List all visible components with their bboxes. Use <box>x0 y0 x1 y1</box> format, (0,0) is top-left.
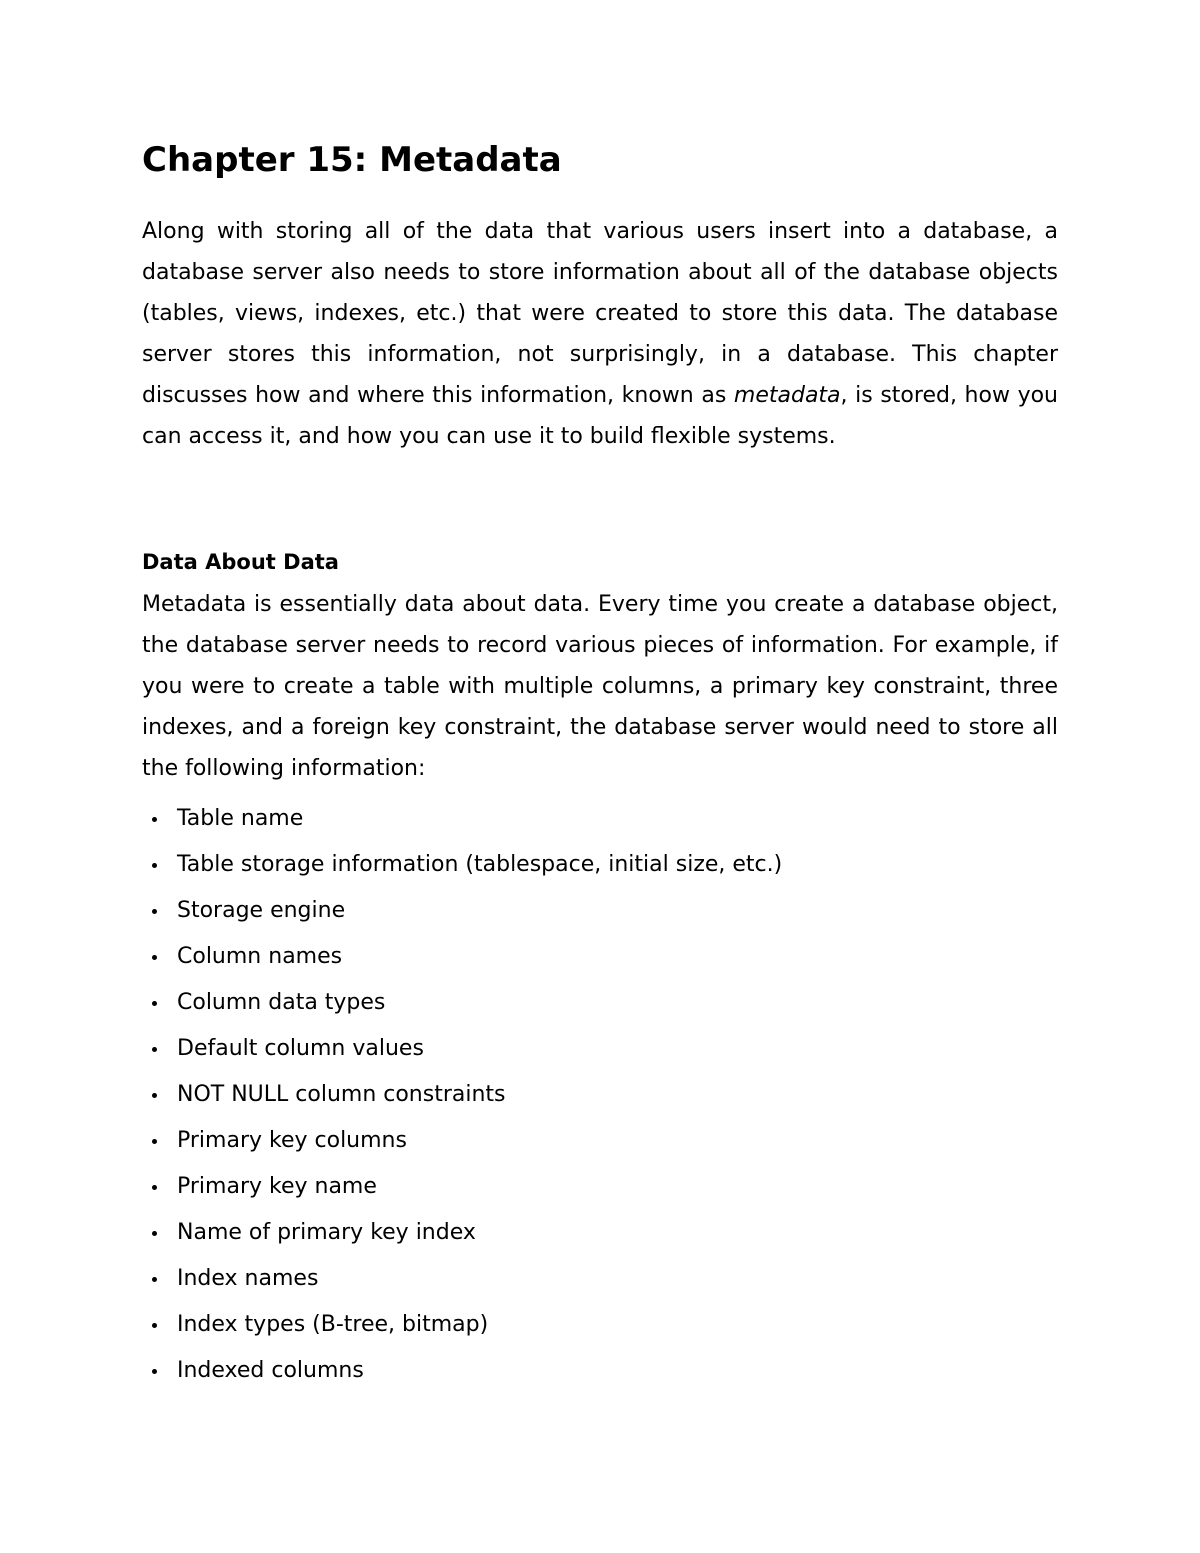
list-item-text: Index names <box>177 1266 319 1291</box>
list-item <box>142 1122 782 1168</box>
list-item <box>142 1306 782 1352</box>
bullet-icon <box>152 817 157 822</box>
bullet-icon <box>152 1323 157 1328</box>
intro-emphasis-term: metadata <box>733 383 841 408</box>
list-item <box>142 1214 782 1260</box>
chapter-title: Chapter 15: Metadata <box>142 140 562 180</box>
list-item-text: Indexed columns <box>177 1358 364 1383</box>
list-item-text: Primary key name <box>177 1174 377 1199</box>
list-item <box>142 800 782 846</box>
list-item <box>142 938 782 984</box>
list-item <box>142 892 782 938</box>
bullet-icon <box>152 1047 157 1052</box>
list-item <box>142 1352 782 1398</box>
bullet-icon <box>152 1277 157 1282</box>
list-item-text: Default column values <box>177 1036 424 1061</box>
section-paragraph: Metadata is essentially data about data. Every time you create a database object, the database server needs to record various pieces of information. For example, if you were to create a table with multiple columns, a primary key constraint, three indexes, and a foreign key constraint, the database server would need to store all the following information: <box>142 592 1058 781</box>
list-item-text: Index types (B-tree, bitmap) <box>177 1312 489 1337</box>
section-heading: Data About Data <box>142 550 339 574</box>
list-item <box>142 1030 782 1076</box>
list-item <box>142 1168 782 1214</box>
list-item-text: Column names <box>177 944 343 969</box>
metadata-bullet-list <box>142 800 782 1398</box>
list-item-text: NOT NULL column constraints <box>177 1082 506 1107</box>
list-item-text: Name of primary key index <box>177 1220 476 1245</box>
list-item <box>142 846 782 892</box>
list-item <box>142 1260 782 1306</box>
bullet-icon <box>152 955 157 960</box>
list-item-text: Table name <box>177 806 304 831</box>
bullet-icon <box>152 1139 157 1144</box>
list-item-text: Table storage information (tablespace, initial size, etc.) <box>177 852 783 877</box>
bullet-icon <box>152 1185 157 1190</box>
bullet-icon <box>152 909 157 914</box>
bullet-icon <box>152 1231 157 1236</box>
list-item <box>142 1076 782 1122</box>
bullet-icon <box>152 1369 157 1374</box>
list-item <box>142 984 782 1030</box>
list-item-text: Column data types <box>177 990 386 1015</box>
intro-paragraph <box>142 211 1058 457</box>
list-item-text: Primary key columns <box>177 1128 407 1153</box>
bullet-icon <box>152 1093 157 1098</box>
bullet-icon <box>152 863 157 868</box>
list-item-text: Storage engine <box>177 898 346 923</box>
intro-text-end: , is stored, how you can access it, and how you can use it to build flexible systems. <box>142 383 1058 449</box>
intro-text-start: Along with storing all of the data that various users insert into a database, a database server also needs to store information about all of the database objects (tables, views, indexes, etc.) that were created to store this data. The database server stores this information, not surprisingly, in a database. This chapter discusses how and where this information, known as <box>142 219 1058 408</box>
bullet-icon <box>152 1001 157 1006</box>
